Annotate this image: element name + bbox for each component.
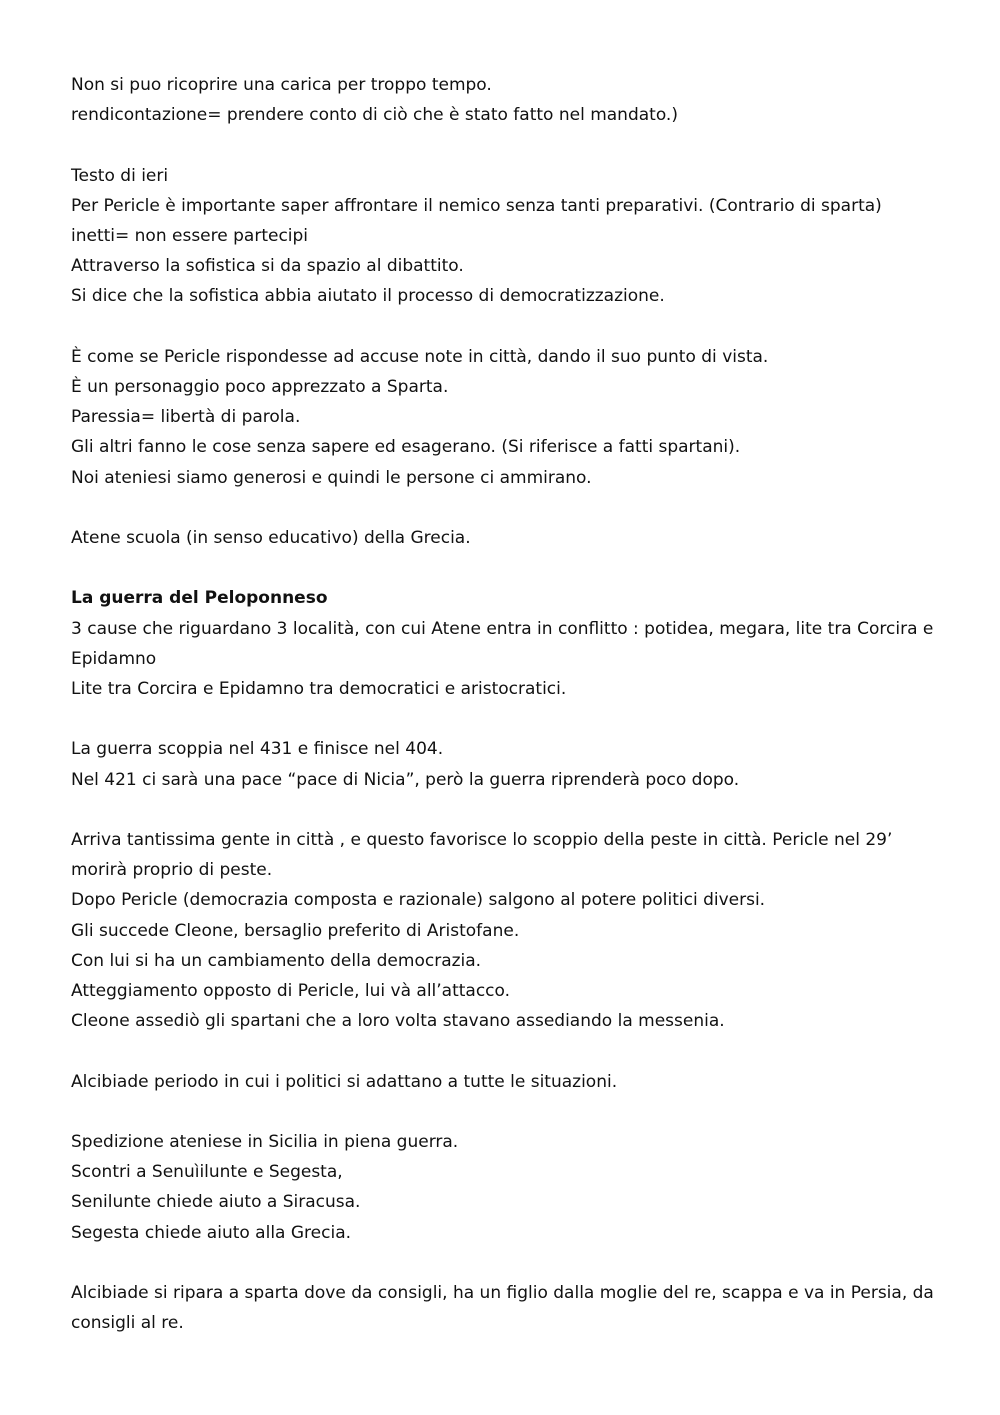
paragraph-gap bbox=[71, 130, 951, 160]
text-line: Atene scuola (in senso educativo) della Grecia. bbox=[71, 528, 471, 548]
text-line: Non si puo ricoprire una carica per troppo tempo. bbox=[71, 75, 492, 95]
text-line: È come se Pericle rispondesse ad accuse note in città, dando il suo punto di vista. bbox=[71, 346, 769, 367]
text-line: Senilunte chiede aiuto a Siracusa. bbox=[71, 1192, 361, 1213]
text-line: Attraverso la sofistica si da spazio al dibattito. bbox=[71, 256, 464, 277]
text-line: Atteggiamento opposto di Pericle, lui và all’attacco. bbox=[71, 981, 511, 1001]
text-line: Con lui si ha un cambiamento della democrazia. bbox=[71, 950, 482, 971]
text-line: inetti= non essere partecipi bbox=[71, 226, 309, 246]
text-line: La guerra scoppia nel 431 e finisce nel 404. bbox=[71, 739, 444, 760]
text-line: Gli succede Cleone, bersaglio preferito di Aristofane. bbox=[71, 920, 520, 941]
text-line: Gli altri fanno le cose senza sapere ed esagerano. (Si riferisce a fatti spartani). bbox=[71, 437, 741, 458]
text-line: Spedizione ateniese in Sicilia in piena guerra. bbox=[71, 1131, 459, 1152]
text-line: Testo di ieri bbox=[71, 165, 169, 186]
text-line: Dopo Pericle (democrazia composta e razionale) salgono al potere politici diversi. bbox=[71, 890, 766, 911]
paragraph-gap bbox=[71, 1036, 951, 1066]
text-line: Segesta chiede aiuto alla Grecia. bbox=[71, 1222, 352, 1243]
text-line: Alcibiade periodo in cui i politici si adattano a tutte le situazioni. bbox=[71, 1071, 618, 1092]
paragraph-gap bbox=[71, 704, 951, 734]
text-line: Cleone assediò gli spartani che a loro volta stavano assediando la messenia. bbox=[71, 1011, 725, 1032]
text-line: Si dice che la sofistica abbia aiutato il processo di democratizzazione. bbox=[71, 286, 665, 307]
text-line: Per Pericle è importante saper affrontare il nemico senza tanti preparativi. (Contrario di sparta) bbox=[71, 195, 882, 216]
paragraph-gap bbox=[71, 493, 951, 523]
document-page bbox=[71, 70, 951, 1338]
paragraph-gap bbox=[71, 312, 951, 342]
text-line: Arriva tantissima gente in città , e questo favorisce lo scoppio della peste in città. Pericle nel 29’ morirà proprio di peste. bbox=[71, 829, 893, 881]
text-line: 3 cause che riguardano 3 località, con cui Atene entra in conflitto : potidea, megara, lite tra Corcira e Epidamno bbox=[71, 618, 934, 669]
text-line: rendicontazione= prendere conto di ciò che è stato fatto nel mandato.) bbox=[71, 105, 678, 126]
paragraph-gap bbox=[71, 553, 951, 583]
text-line: Nel 421 ci sarà una pace “pace di Nicia”, però la guerra riprenderà poco dopo. bbox=[71, 769, 740, 790]
paragraph-gap bbox=[71, 795, 951, 825]
text-line: Scontri a Senuìilunte e Segesta, bbox=[71, 1162, 343, 1183]
text-line: Alcibiade si ripara a sparta dove da consigli, ha un figlio dalla moglie del re, scappa e va in Persia, da consigli al re. bbox=[71, 1282, 934, 1334]
text-line: È un personaggio poco apprezzato a Sparta. bbox=[71, 377, 449, 397]
text-line: Lite tra Corcira e Epidamno tra democratici e aristocratici. bbox=[71, 679, 567, 699]
text-line: Noi ateniesi siamo generosi e quindi le persone ci ammirano. bbox=[71, 467, 592, 488]
paragraph-gap bbox=[71, 1248, 951, 1278]
text-line: Paressia= libertà di parola. bbox=[71, 407, 301, 428]
paragraph-gap bbox=[71, 1097, 951, 1127]
section-heading: La guerra del Peloponneso bbox=[71, 588, 328, 609]
